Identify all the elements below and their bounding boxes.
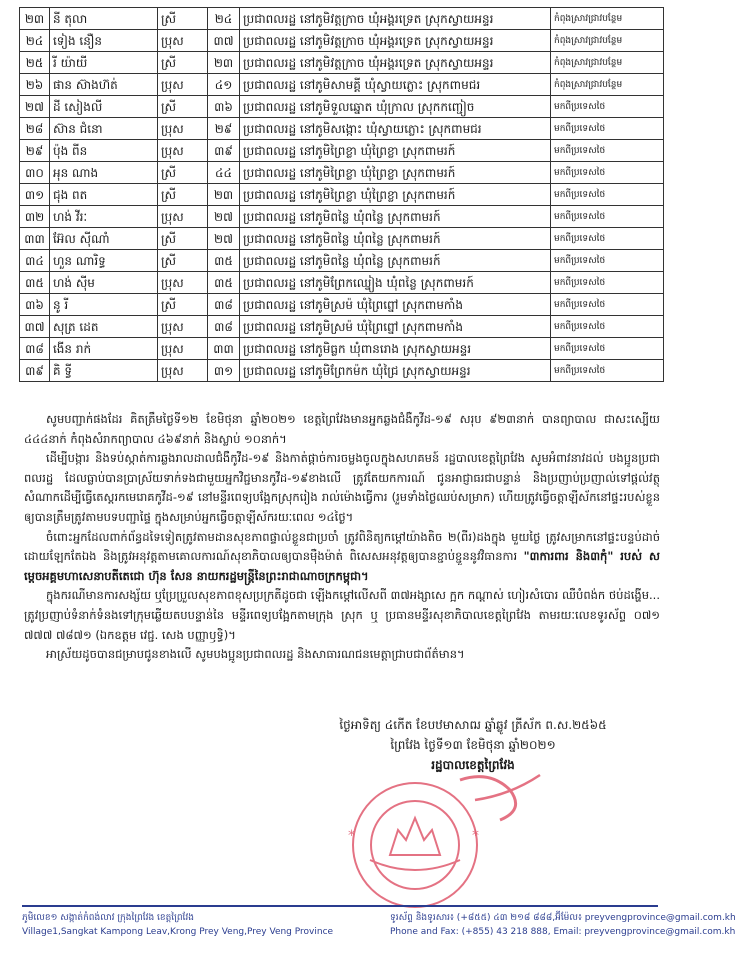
status-cell: មកពីប្រទេសថៃ (551, 250, 664, 272)
table-row (20, 118, 664, 140)
status-cell: មកពីប្រទេសថៃ (551, 118, 664, 140)
row-number-cell: ២៥ (20, 52, 50, 74)
person-name-cell: ដី សៀងលី (50, 96, 158, 118)
table-row (20, 140, 664, 162)
row-number-cell: ៣៨ (20, 338, 50, 360)
footer-contact (390, 911, 736, 939)
status-cell: កំពុងស្រាវជ្រាវបន្ថែម (551, 8, 664, 30)
age-cell: ៣៦ (208, 96, 240, 118)
status-cell: មកពីប្រទេសថៃ (551, 272, 664, 294)
address-cell: ប្រជាពលរដ្ឋ នៅភូមិវត្តក្រាច ឃុំអង្គរទ្រេត ស្រុកស្វាយអន្ទរ (240, 52, 551, 74)
table-row (20, 228, 664, 250)
victims-table (19, 7, 664, 382)
table-row (20, 360, 664, 382)
official-seal-stamp (310, 760, 570, 890)
status-cell: មកពីប្រទេសថៃ (551, 338, 664, 360)
seal-star-left: * (348, 828, 355, 844)
footer-contact-kh: ទូរស័ព្ទ និងទូរសារ៖ (+៨៥៥) ៤៣ ២១៨ ៨៨៨,អ៊ីម៉ែល៖ preyvengprovince@gmail.com.kh (390, 913, 736, 923)
sex-cell: ប្រុស (158, 360, 208, 382)
status-cell: កំពុងស្រាវជ្រាវបន្ថែម (551, 74, 664, 96)
person-name-cell: ងើន រាក់ (50, 338, 158, 360)
gregorian-date: ព្រៃវែង ថ្ងៃទី១៣ ខែមិថុនា ឆ្នាំ២០២១ (390, 738, 556, 752)
table-row (20, 294, 664, 316)
person-name-cell: នូ រី (50, 294, 158, 316)
sex-cell: ប្រុស (158, 206, 208, 228)
address-cell: ប្រជាពលរដ្ឋ នៅភូមិពន្លៃ ឃុំពន្លៃ ស្រុកពាមរក៍ (240, 250, 551, 272)
row-number-cell: ២៨ (20, 118, 50, 140)
sex-cell: ប្រុស (158, 338, 208, 360)
victims-table-wrapper (19, 7, 663, 382)
age-cell: ៣៨ (208, 294, 240, 316)
age-cell: ៤១ (208, 74, 240, 96)
status-cell: កំពុងស្រាវជ្រាវបន្ថែម (551, 30, 664, 52)
measures-bold-text: "៣ការពារ និង៣កុំ" របស់ សម្តេចអគ្គមហាសេនាបតីតេជោ ហ៊ុន សែន នាយករដ្ឋមន្ត្រីនៃព្រះរាជាណាចក្រកម្ពុជា។ (24, 549, 660, 583)
table-row (20, 30, 664, 52)
address-cell: ប្រជាពលរដ្ឋ នៅភូមិព្រែកឈ្នៀង ឃុំពន្លៃ ស្រុកពាមរក៍ (240, 272, 551, 294)
sex-cell: ស្រី (158, 8, 208, 30)
age-cell: ៣៧ (208, 30, 240, 52)
status-cell: មកពីប្រទេសថៃ (551, 184, 664, 206)
status-cell: មកពីប្រទេសថៃ (551, 96, 664, 118)
age-cell: ២៧ (208, 206, 240, 228)
age-cell: ២៣ (208, 52, 240, 74)
issuing-authority: រដ្ឋបាលខេត្តព្រៃវែង (431, 758, 515, 772)
table-row (20, 206, 664, 228)
row-number-cell: ២៤ (20, 30, 50, 52)
table-row (20, 96, 664, 118)
address-cell: ប្រជាពលរដ្ឋ នៅភូមិព្រៃខ្លា ឃុំព្រៃខ្លា ស្រុកពាមរក៍ (240, 140, 551, 162)
age-cell: ៣៥ (208, 272, 240, 294)
footer-address-kh: ភូមិលេខ១ សង្កាត់កំពង់លាវ ក្រុងព្រៃវែង ខេត្តព្រៃវែង (22, 913, 194, 923)
sex-cell: ប្រុស (158, 316, 208, 338)
address-cell: ប្រជាពលរដ្ឋ នៅភូមិធ្លក ឃុំពានរោង ស្រុកស្វាយអន្ទរ (240, 338, 551, 360)
sex-cell: ប្រុស (158, 30, 208, 52)
footer-divider (22, 905, 658, 907)
sex-cell: ស្រី (158, 294, 208, 316)
paragraph-summary: សូមបញ្ជាក់ផងដែរ គិតត្រឹមថ្ងៃទី១២ ខែមិថុនា ឆ្នាំ២០២១ ខេត្តព្រៃវែងមានអ្នកឆ្លងជំងឺកូវីដ-១៩ សរុប ៩២៣នាក់ បានព្យាបាល ជាសះស្បើយ ៤៤៤នាក់ កំពុងសំរាកព្យាបាល ៤៦៩នាក់ និងស្លាប់ ១០នាក់។ (24, 412, 660, 446)
sex-cell: ស្រី (158, 162, 208, 184)
age-cell: ៣១ (208, 360, 240, 382)
row-number-cell: ២៩ (20, 140, 50, 162)
address-cell: ប្រជាពលរដ្ឋ នៅភូមិព្រៃខ្លា ឃុំព្រៃខ្លា ស្រុកពាមរក៍ (240, 184, 551, 206)
person-name-cell: ជុង ពត (50, 184, 158, 206)
age-cell: ២៧ (208, 228, 240, 250)
sex-cell: ស្រី (158, 228, 208, 250)
sex-cell: ស្រី (158, 52, 208, 74)
age-cell: ២៩ (208, 118, 240, 140)
address-cell: ប្រជាពលរដ្ឋ នៅភូមិវត្តក្រាច ឃុំអង្គរទ្រេត ស្រុកស្វាយអន្ទរ (240, 30, 551, 52)
row-number-cell: ៣៥ (20, 272, 50, 294)
footer-address (22, 911, 333, 939)
address-cell: ប្រជាពលរដ្ឋ នៅភូមិព្រែកម៉ក ឃុំជ្រៃ ស្រុកស្វាយអន្ទរ (240, 360, 551, 382)
person-name-cell: នី តុលា (50, 8, 158, 30)
person-name-cell: អ៊ែល ស៊ីណាំ (50, 228, 158, 250)
sex-cell: ប្រុស (158, 140, 208, 162)
paragraph-appeal: ដើម្បីបង្ការ និងទប់ស្កាត់ការឆ្លងរាលដាលជំងឺកូវីដ-១៩ និងកាត់ផ្តាច់ការចម្លងចូលក្នុងសហគមន៍ រដ្ឋបាលខេត្តព្រៃវែង សូមអំពាវនាវដល់ បងប្អូនប្រជាពលរដ្ឋ ដែលធ្លាប់បានប្រាស្រ័យទាក់ទងជាមួយអ្នកវិជ្ជមានកូវីដ-១៩ខាងលើ ត្រូវតែយកការណ៍ ជូនអាជ្ញាធរជាបន្ទាន់ និងប្រញាប់ប្រញាល់ទៅផ្តល់វត្ថុសំណាកដើម្បីធ្វើតេស្តរកមេរោគកូវីដ-១៩ នៅមន្ទីរពេទ្យបង្អែកស្រុករៀង រាល់ម៉ោងធ្វើការ (រួមទាំងថ្ងៃឈប់សម្រាក) ហើយត្រូវធ្វើចត្តាឡីស័កនៅផ្ទះរបស់ខ្លួនឲ្យបានត្រឹមត្រូវតាមបទបញ្ជាផ្ទៃ ក្នុងសម្រាប់អ្នកធ្វើចត្តាឡីស័ករយៈពេល ១៤ថ្ងៃ។ (24, 451, 660, 524)
address-cell: ប្រជាពលរដ្ឋ នៅភូមិទួលឆ្នោត ឃុំក្រាល ស្រុកកញ្ជៀច (240, 96, 551, 118)
address-cell: ប្រជាពលរដ្ឋ នៅភូមិពន្លៃ ឃុំពន្លៃ ស្រុកពាមរក៍ (240, 206, 551, 228)
address-cell: ប្រជាពលរដ្ឋ នៅភូមិស្រម៉ ឃុំព្រៃព្នៅ ស្រុកពាមកាំង (240, 294, 551, 316)
age-cell: ៤៤ (208, 162, 240, 184)
address-cell: ប្រជាពលរដ្ឋ នៅភូមិស្រម៉ ឃុំព្រៃព្នៅ ស្រុកពាមកាំង (240, 316, 551, 338)
paragraph-contact: ក្នុងករណីមានការសង្ស័យ ឬប្រែប្រួលសុខភាពខុសប្រក្រតីដូចជា ឡើងកម្តៅលើសពី ៣៧អង្សាសេ ក្អក កណ្តាស់ ហៀរសំបោរ ឈឺបំពង់ក ថប់ដង្ហើម... ត្រូវប្រញាប់ទំនាក់ទំនងទៅក្រុមឆ្លើយតបបន្ទាន់នៃ មន្ទីរពេទ្យបង្អែកតាមក្រុង ស្រុក ឬ ប្រធានមន្ទីរសុខាភិបាលខេត្តព្រៃវែង តាមរយៈលេខទូរស័ព្ទ ០៧១ ៧៧៧ ៧៨៧១ (ឯកឧត្តម វេជ្ជ. សេង បញ្ញាឫទ្ធិ)។ (24, 588, 660, 642)
row-number-cell: ៣៩ (20, 360, 50, 382)
address-cell: ប្រជាពលរដ្ឋ នៅភូមិសាមគ្គី ឃុំស្វាយភ្លោះ ស្រុកពាមជរ (240, 74, 551, 96)
measures-text: ចំពោះអ្នកដែលពាក់ព័ន្ធដទៃទៀតត្រូវតាមដានសុខភាពផ្ទាល់ខ្លួនជាប្រចាំ ត្រូវពិនិត្យកម្តៅយ៉ាងតិច ២(ពីរ)ដងក្នុង មួយថ្ងៃ ត្រូវសម្រាកនៅផ្ទះបន្ទប់ដាច់ដោយឡែកតែឯង និងត្រូវអនុវត្តតាមគោលការណ៍សុខាភិបាលឲ្យបានម៉ឺងម៉ាត់ ពិសេសអនុវត្តឲ្យបានខ្ជាប់ខ្ជួននូវវិធានការ (24, 529, 660, 564)
table-row (20, 74, 664, 96)
person-name-cell: ផាន ស៊ាងហ៊ត់ (50, 74, 158, 96)
paragraph-closing: អាស្រ័យដូចបានជម្រាបជូនខាងលើ សូមបងប្អូនប្រជាពលរដ្ឋ និងសាធារណជនមេត្តាជ្រាបជាព័ត៌មាន។ (46, 647, 465, 662)
row-number-cell: ៣១ (20, 184, 50, 206)
seal-inner-ring (371, 801, 459, 889)
status-cell: មកពីប្រទេសថៃ (551, 162, 664, 184)
announcement-body (24, 410, 660, 665)
row-number-cell: ២៦ (20, 74, 50, 96)
row-number-cell: ២៧ (20, 96, 50, 118)
table-row (20, 8, 664, 30)
person-name-cell: រី យ៉ាយី (50, 52, 158, 74)
row-number-cell: ៣៧ (20, 316, 50, 338)
paragraph-measures (24, 528, 660, 587)
person-name-cell: ទៀង នឿន (50, 30, 158, 52)
seal-ribbon (370, 860, 460, 870)
footer-contact-en: Phone and Fax: (+855) 43 218 888, Email: preyvengprovince@gmail.com.kh (390, 927, 736, 937)
person-name-cell: ហង់ វីរៈ (50, 206, 158, 228)
row-number-cell: ២៣ (20, 8, 50, 30)
table-row (20, 316, 664, 338)
status-cell: មកពីប្រទេសថៃ (551, 294, 664, 316)
address-cell: ប្រជាពលរដ្ឋ នៅភូមិវត្តក្រាច ឃុំអង្គរទ្រេត ស្រុកស្វាយអន្ទរ (240, 8, 551, 30)
sex-cell: ប្រុស (158, 272, 208, 294)
person-name-cell: សុត្រ ដេត (50, 316, 158, 338)
age-cell: ៣៥ (208, 250, 240, 272)
person-name-cell: គិ ទ្វី (50, 360, 158, 382)
person-name-cell: ហួន ណារិទ្ធ (50, 250, 158, 272)
seal-temple-emblem (390, 818, 440, 855)
table-row (20, 272, 664, 294)
table-row (20, 52, 664, 74)
person-name-cell: អុន ណាង (50, 162, 158, 184)
address-cell: ប្រជាពលរដ្ឋ នៅភូមិសង្កោះ ឃុំស្វាយភ្លោះ ស្រុកពាមជរ (240, 118, 551, 140)
person-name-cell: ប៉ុង ពីន (50, 140, 158, 162)
status-cell: កំពុងស្រាវជ្រាវបន្ថែម (551, 52, 664, 74)
age-cell: ៣៣ (208, 338, 240, 360)
sex-cell: ស្រី (158, 184, 208, 206)
row-number-cell: ៣២ (20, 206, 50, 228)
row-number-cell: ៣០ (20, 162, 50, 184)
row-number-cell: ៣៦ (20, 294, 50, 316)
table-row (20, 162, 664, 184)
person-name-cell: ស៊ាន ជំនោ (50, 118, 158, 140)
person-name-cell: ហង់ ស៊ីម (50, 272, 158, 294)
status-cell: មកពីប្រទេសថៃ (551, 360, 664, 382)
age-cell: ២៤ (208, 8, 240, 30)
status-cell: មកពីប្រទេសថៃ (551, 206, 664, 228)
row-number-cell: ៣៣ (20, 228, 50, 250)
lunar-date: ថ្ងៃអាទិត្យ ៤កើត ខែបឋមាសាឍ ឆ្នាំឆ្លូវ ត្រីស័ក ព.ស.២៥៦៥ (339, 718, 607, 732)
sex-cell: ស្រី (158, 96, 208, 118)
table-row (20, 250, 664, 272)
table-body (20, 8, 664, 382)
status-cell: មកពីប្រទេសថៃ (551, 140, 664, 162)
address-cell: ប្រជាពលរដ្ឋ នៅភូមិព្រៃខ្លា ឃុំព្រៃខ្លា ស្រុកពាមរក៍ (240, 162, 551, 184)
status-cell: មកពីប្រទេសថៃ (551, 228, 664, 250)
address-cell: ប្រជាពលរដ្ឋ នៅភូមិពន្លៃ ឃុំពន្លៃ ស្រុកពាមរក៍ (240, 228, 551, 250)
sex-cell: ប្រុស (158, 118, 208, 140)
table-row (20, 338, 664, 360)
seal-star-right: * (472, 828, 479, 844)
table-row (20, 184, 664, 206)
age-cell: ៣៩ (208, 140, 240, 162)
status-cell: មកពីប្រទេសថៃ (551, 316, 664, 338)
sex-cell: ប្រុស (158, 74, 208, 96)
sex-cell: ស្រី (158, 250, 208, 272)
footer-address-en: Village1,Sangkat Kampong Leav,Krong Prey Veng,Prey Veng Province (22, 927, 334, 937)
age-cell: ២៣ (208, 184, 240, 206)
row-number-cell: ៣៤ (20, 250, 50, 272)
age-cell: ៣៨ (208, 316, 240, 338)
